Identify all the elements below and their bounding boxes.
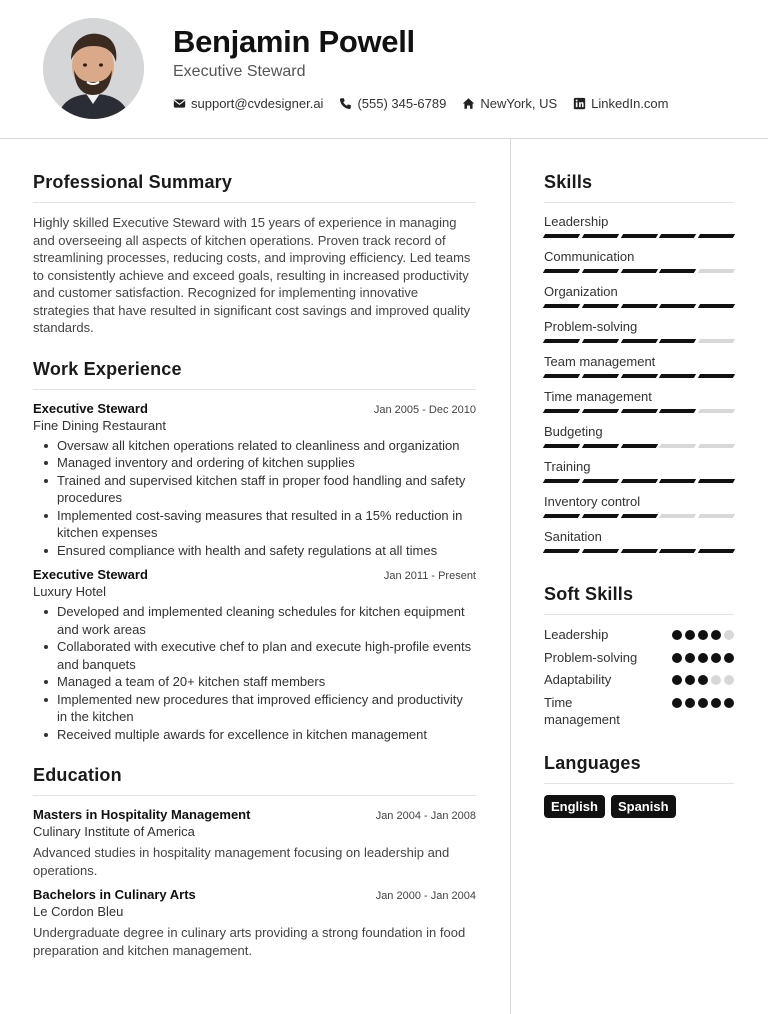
skill-item	[544, 249, 734, 273]
skill-level-segment	[543, 304, 580, 308]
skill-item	[544, 354, 734, 378]
rating-dot	[672, 630, 682, 640]
summary-text: Highly skilled Executive Steward with 15 years of experience in managing and overseeing all aspects of kitchen operations. Proven track record of streamlining processes, reducing costs, and improving efficiency. Led teams to consistently achieve and exceed goals, resulting in increased productivity and customer satisfaction. Recognized for implementing innovative strategies that have resulted in significant cost savings and improved quality standards.	[33, 215, 471, 335]
soft-skill-rating	[672, 653, 734, 663]
skill-level-segment	[543, 234, 580, 238]
soft-skill-label: Leadership	[544, 627, 609, 642]
skill-level-segment	[698, 374, 735, 378]
soft-skill-item	[544, 649, 734, 667]
rating-dot	[672, 698, 682, 708]
skill-level-segment	[620, 269, 657, 273]
skill-level-segment	[698, 234, 735, 238]
job-bullet: Received multiple awards for excellence in kitchen management	[33, 726, 476, 744]
skill-level-segment	[698, 444, 735, 448]
rating-dot	[698, 698, 708, 708]
job-bullet: Managed inventory and ordering of kitchen supplies	[33, 454, 476, 472]
candidate-name: Benjamin Powell	[173, 24, 415, 59]
rating-dot	[724, 630, 734, 640]
languages-section	[544, 753, 734, 818]
skill-label: Problem-solving	[544, 319, 638, 334]
sidebar-column	[544, 172, 734, 818]
skill-level-segment	[582, 374, 619, 378]
rating-dot	[698, 630, 708, 640]
rating-dot	[698, 653, 708, 663]
skill-level-segment	[620, 234, 657, 238]
skill-level-segment	[582, 269, 619, 273]
rating-dot	[685, 698, 695, 708]
rating-dot	[711, 698, 721, 708]
soft-skill-item	[544, 694, 734, 729]
skill-level-segment	[659, 374, 696, 378]
rating-dot	[724, 698, 734, 708]
home-icon	[462, 97, 475, 110]
contact-location	[462, 96, 557, 111]
skill-level-segment	[620, 549, 657, 553]
skill-item	[544, 424, 734, 448]
skill-level-bar	[544, 374, 734, 378]
skill-level-segment	[659, 304, 696, 308]
job-bullet: Collaborated with executive chef to plan and execute high-profile events and banquets	[33, 638, 476, 673]
phone-icon	[339, 97, 352, 110]
job-entry	[33, 567, 476, 743]
skill-level-segment	[543, 339, 580, 343]
candidate-title: Executive Steward	[173, 63, 306, 80]
summary-section	[33, 172, 476, 337]
rating-dot	[672, 653, 682, 663]
soft-skill-label: Time management	[544, 694, 620, 727]
skill-level-bar	[544, 549, 734, 553]
main-column	[33, 172, 476, 959]
skill-level-segment	[698, 269, 735, 273]
skill-level-segment	[620, 304, 657, 308]
skill-level-segment	[582, 234, 619, 238]
skill-label: Budgeting	[544, 424, 603, 439]
profile-photo	[43, 18, 144, 119]
education-dates: Jan 2004 - Jan 2008	[375, 810, 476, 822]
job-bullets	[33, 603, 476, 743]
skill-level-segment	[659, 444, 696, 448]
skill-level-bar	[544, 409, 734, 413]
contact-phone[interactable]	[339, 96, 446, 111]
degree-title: Masters in Hospitality Management	[33, 807, 251, 822]
soft-skill-item	[544, 626, 734, 644]
skill-item	[544, 494, 734, 518]
skill-label: Leadership	[544, 214, 609, 229]
contact-row	[173, 96, 669, 111]
skill-level-segment	[620, 444, 657, 448]
job-bullet: Oversaw all kitchen operations related to cleanliness and organization	[33, 437, 476, 455]
skill-item	[544, 319, 734, 343]
job-bullet: Implemented new procedures that improved efficiency and productivity in the kitchen	[33, 691, 476, 726]
skills-section	[544, 172, 734, 553]
skill-level-segment	[698, 549, 735, 553]
skill-level-segment	[698, 339, 735, 343]
skill-level-segment	[620, 339, 657, 343]
skill-level-segment	[620, 479, 657, 483]
degree-title: Bachelors in Culinary Arts	[33, 887, 196, 902]
rating-dot	[711, 630, 721, 640]
soft-skills-list	[544, 626, 734, 729]
skill-label: Team management	[544, 354, 656, 369]
skill-level-bar	[544, 234, 734, 238]
contact-email[interactable]	[173, 96, 323, 111]
education-heading: Education	[33, 765, 476, 796]
job-bullet: Developed and implemented cleaning schedules for kitchen equipment and work areas	[33, 603, 476, 638]
skill-level-segment	[582, 479, 619, 483]
skill-level-segment	[659, 549, 696, 553]
skill-label: Time management	[544, 389, 652, 404]
job-title: Executive Steward	[33, 567, 148, 582]
skill-level-segment	[659, 409, 696, 413]
skill-level-bar	[544, 339, 734, 343]
linkedin-icon	[573, 97, 586, 110]
skill-level-segment	[659, 479, 696, 483]
skill-label: Inventory control	[544, 494, 641, 509]
skill-level-segment	[620, 514, 657, 518]
education-dates: Jan 2000 - Jan 2004	[375, 890, 476, 902]
job-bullets	[33, 437, 476, 560]
education-description: Undergraduate degree in culinary arts providing a strong foundation in food preparation and kitchen management.	[33, 925, 466, 958]
skill-level-segment	[543, 514, 580, 518]
rating-dot	[698, 675, 708, 685]
contact-linkedin[interactable]	[573, 96, 668, 111]
skill-item	[544, 284, 734, 308]
education-entry	[33, 807, 476, 879]
languages-list	[544, 795, 734, 818]
job-title: Executive Steward	[33, 400, 148, 416]
soft-skill-rating	[672, 698, 734, 708]
rating-dot	[685, 675, 695, 685]
skill-level-segment	[543, 409, 580, 413]
rating-dot	[711, 653, 721, 663]
column-divider	[510, 139, 511, 1014]
skill-label: Communication	[544, 249, 635, 264]
skill-item	[544, 389, 734, 413]
rating-dot	[711, 675, 721, 685]
skill-level-segment	[543, 444, 580, 448]
soft-skill-label: Problem-solving	[544, 649, 638, 665]
skill-level-bar	[544, 269, 734, 273]
skills-list	[544, 214, 734, 553]
skill-item	[544, 529, 734, 553]
skill-level-bar	[544, 479, 734, 483]
skill-level-segment	[582, 514, 619, 518]
contact-linkedin-text: LinkedIn.com	[591, 96, 669, 111]
skill-level-segment	[582, 304, 619, 308]
rating-dot	[685, 630, 695, 640]
rating-dot	[685, 653, 695, 663]
job-company: Fine Dining Restaurant	[33, 417, 166, 433]
languages-heading: Languages	[544, 753, 734, 784]
rating-dot	[672, 675, 682, 685]
language-badge: English	[544, 795, 605, 818]
profile-photo-illustration	[43, 18, 144, 119]
contact-email-text: support@cvdesigner.ai	[191, 96, 324, 111]
skill-label: Sanitation	[544, 529, 602, 544]
soft-skills-section	[544, 584, 734, 729]
rating-dot	[724, 675, 734, 685]
school-name: Le Cordon Bleu	[33, 904, 124, 919]
skill-level-segment	[698, 514, 735, 518]
skill-level-bar	[544, 514, 734, 518]
job-dates: Jan 2011 - Present	[383, 570, 476, 582]
skill-level-segment	[659, 339, 696, 343]
skill-level-segment	[659, 514, 696, 518]
skill-level-segment	[582, 409, 619, 413]
job-entry	[33, 401, 476, 560]
skill-level-segment	[543, 374, 580, 378]
soft-skill-rating	[672, 675, 734, 685]
soft-skill-label: Adaptability	[544, 672, 612, 687]
soft-skill-item	[544, 671, 734, 689]
education-description: Advanced studies in hospitality management focusing on leadership and operations.	[33, 845, 450, 878]
skill-label: Training	[544, 459, 591, 474]
skill-level-segment	[582, 549, 619, 553]
job-bullet: Implemented cost-saving measures that resulted in a 15% reduction in kitchen expenses	[33, 507, 476, 542]
skill-level-bar	[544, 304, 734, 308]
rating-dot	[724, 653, 734, 663]
education-section	[33, 765, 476, 959]
skill-level-segment	[582, 444, 619, 448]
skill-label: Organization	[544, 284, 618, 299]
skill-level-segment	[582, 339, 619, 343]
skill-level-segment	[543, 549, 580, 553]
skill-level-segment	[620, 409, 657, 413]
skills-heading: Skills	[544, 172, 734, 203]
skill-level-segment	[698, 479, 735, 483]
experience-section	[33, 359, 476, 744]
envelope-icon	[173, 97, 186, 110]
skill-level-segment	[543, 479, 580, 483]
skill-item	[544, 459, 734, 483]
skill-level-segment	[659, 234, 696, 238]
skill-level-segment	[698, 304, 735, 308]
job-dates: Jan 2005 - Dec 2010	[373, 403, 476, 416]
skill-level-bar	[544, 444, 734, 448]
summary-heading: Professional Summary	[33, 172, 476, 203]
contact-location-text: NewYork, US	[480, 96, 558, 111]
education-entry	[33, 887, 476, 959]
skill-level-segment	[543, 269, 580, 273]
soft-skills-heading: Soft Skills	[544, 584, 734, 615]
language-badge: Spanish	[611, 795, 676, 818]
skill-level-segment	[698, 409, 735, 413]
job-bullet: Trained and supervised kitchen staff in proper food handling and safety procedures	[33, 472, 476, 507]
skill-level-segment	[659, 269, 696, 273]
skill-item	[544, 214, 734, 238]
soft-skill-rating	[672, 630, 734, 640]
skill-level-segment	[620, 374, 657, 378]
contact-phone-text: (555) 345-6789	[357, 96, 447, 111]
school-name: Culinary Institute of America	[33, 824, 195, 839]
resume-header	[0, 0, 768, 139]
job-bullet: Managed a team of 20+ kitchen staff members	[33, 673, 476, 691]
experience-heading: Work Experience	[33, 359, 476, 390]
job-company: Luxury Hotel	[33, 584, 106, 599]
job-bullet: Ensured compliance with health and safety regulations at all times	[33, 542, 476, 560]
